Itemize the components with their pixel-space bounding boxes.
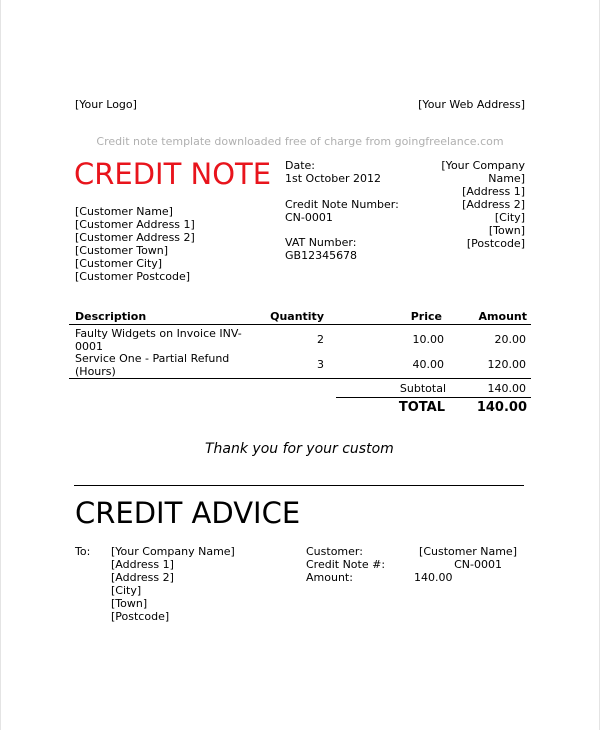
advice-values [419, 545, 517, 571]
row-1-description-line-2: 0001 [75, 340, 103, 353]
customer-address-2: [Customer Address 2] [75, 231, 195, 244]
table-body-rule [69, 378, 531, 379]
advice-labels [306, 545, 385, 584]
company-address-2: [Address 2] [462, 198, 525, 211]
vat-number-label: VAT Number: [285, 236, 357, 249]
quantity-header: Quantity [270, 310, 324, 323]
credit-note-title: CREDIT NOTE [74, 157, 272, 191]
row-2-description-line-1: Service One - Partial Refund [75, 352, 230, 365]
row-1-amount: 20.00 [494, 333, 526, 346]
total-label: TOTAL [398, 400, 445, 415]
description-header: Description [75, 310, 147, 323]
customer-address-block [75, 205, 195, 283]
advice-city: [City] [111, 584, 142, 597]
credit-note-meta [285, 159, 399, 262]
advice-customer-value: [Customer Name] [419, 545, 517, 558]
advice-amount-value: 140.00 [414, 571, 453, 584]
company-name-line-1: [Your Company [441, 159, 525, 172]
advice-credit-note-label: Credit Note #: [306, 558, 386, 571]
row-1-price: 10.00 [412, 333, 444, 346]
page-left-edge [0, 0, 1, 730]
advice-customer-label: Customer: [306, 545, 363, 558]
table-header-rule [69, 324, 531, 325]
template-note: Credit note template downloaded free of charge from goingfreelance.com [96, 135, 504, 148]
company-address-block [441, 159, 525, 250]
customer-address-1: [Customer Address 1] [75, 218, 195, 231]
date-value: 1st October 2012 [285, 172, 382, 185]
row-1-quantity: 2 [317, 333, 324, 346]
total-value: 140.00 [476, 400, 527, 415]
advice-town: [Town] [111, 597, 148, 610]
table-row [75, 327, 242, 353]
customer-name: [Customer Name] [75, 205, 173, 218]
customer-city: [Customer City] [75, 257, 163, 270]
advice-address-1: [Address 1] [111, 558, 174, 571]
company-city: [City] [494, 211, 525, 224]
vat-number-value: GB12345678 [285, 249, 358, 262]
row-1-description-line-1: Faulty Widgets on Invoice INV- [75, 327, 242, 340]
subtotal-value: 140.00 [487, 382, 526, 395]
row-2-description-line-2: (Hours) [75, 365, 116, 378]
company-town: [Town] [488, 224, 525, 237]
subtotal-label: Subtotal [399, 382, 446, 395]
thank-you-message: Thank you for your custom [205, 441, 394, 457]
to-label: To: [75, 545, 91, 558]
subtotal-rule [336, 397, 531, 398]
company-name-line-2: Name] [488, 172, 525, 185]
advice-company-name: [Your Company Name] [111, 545, 235, 558]
row-2-quantity: 3 [317, 358, 324, 371]
table-row [75, 352, 229, 378]
advice-postcode: [Postcode] [111, 610, 170, 623]
date-label: Date: [285, 159, 315, 172]
amount-header: Amount [478, 310, 527, 323]
section-divider [74, 485, 524, 486]
row-2-price: 40.00 [412, 358, 444, 371]
logo-placeholder: [Your Logo] [75, 98, 137, 111]
credit-note-number-value: CN-0001 [285, 211, 333, 224]
advice-company-address [111, 545, 235, 623]
advice-address-2: [Address 2] [111, 571, 174, 584]
company-address-1: [Address 1] [462, 185, 525, 198]
credit-note-number-label: Credit Note Number: [285, 198, 399, 211]
price-header: Price [410, 310, 442, 323]
credit-advice-title: CREDIT ADVICE [75, 496, 301, 530]
customer-town: [Customer Town] [75, 244, 169, 257]
advice-credit-note-value: CN-0001 [454, 558, 502, 571]
advice-amount-label: Amount: [306, 571, 353, 584]
company-postcode: [Postcode] [466, 237, 525, 250]
customer-postcode: [Customer Postcode] [75, 270, 191, 283]
row-2-amount: 120.00 [487, 358, 526, 371]
web-address: [Your Web Address] [418, 98, 525, 111]
